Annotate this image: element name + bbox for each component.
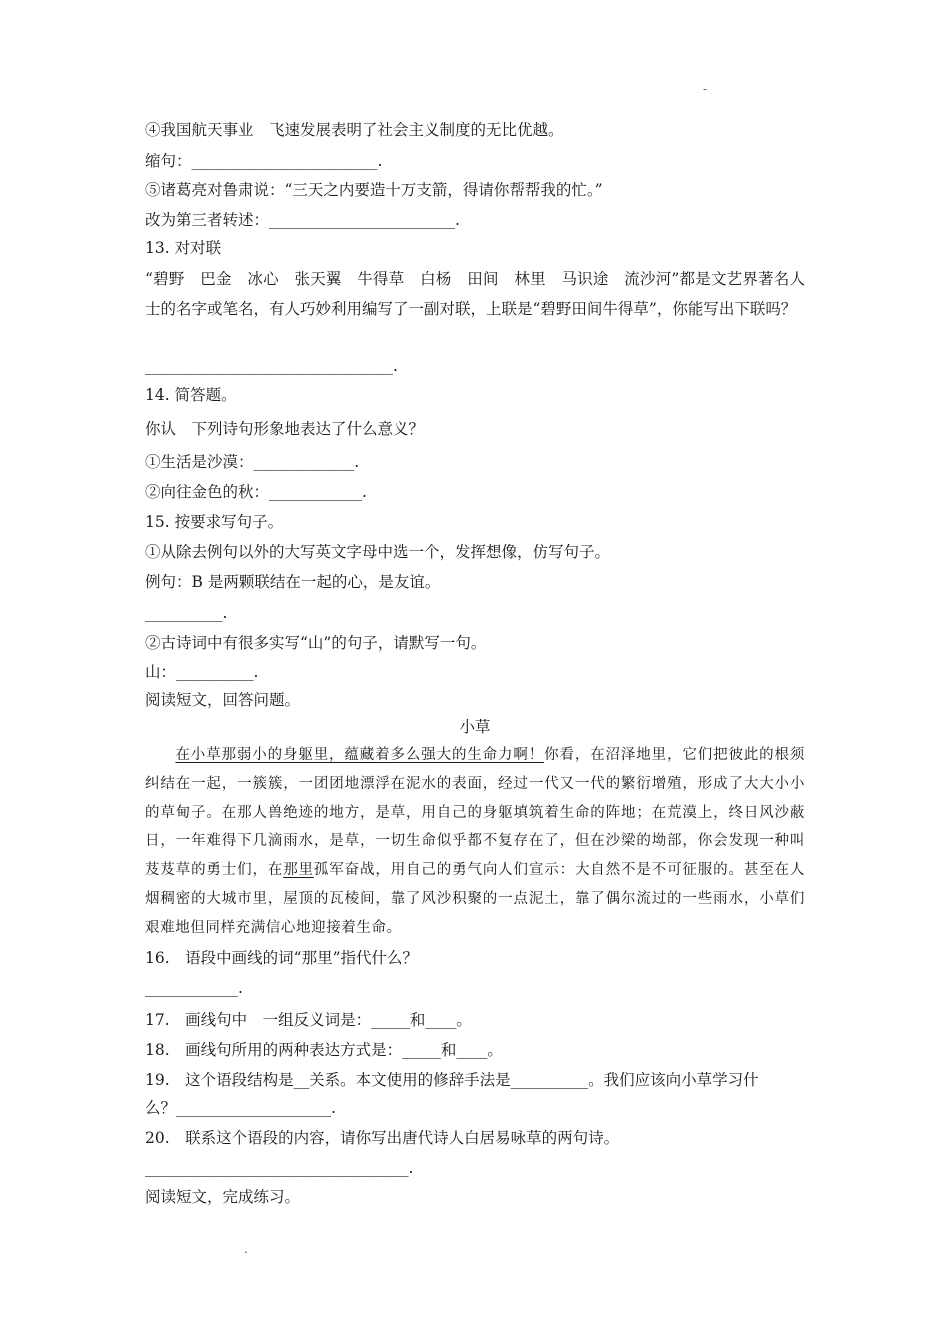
reading-intro-2: 阅读短文，完成练习。 [145,1188,301,1206]
passage-body [145,741,805,943]
q19-question-line-1: 19. 这个语段结构是__关系。本文使用的修辞手法是__________。我们应该向小草学习什 [145,1071,759,1089]
passage-part-1: 你看，在沼泽地里，它们把彼此的根须纠结在一起，一簇簇，一团团地漂浮在泥水的表面，经过一代又一代的繁衍增殖，形成了大大小小的草甸子。在那人兽绝迹的地方，是草，用自己的身躯填筑着生命的阵地；在荒漠上，终日风沙蔽日，一年难得下几滴雨水，是草，一切生命似乎都不复存在了，但在沙梁的坳部，你会发现一种叫芨芨草的勇士们，在 [145,747,805,879]
q14-item-1: ①生活是沙漠：_____________. [145,453,360,471]
q15-item-1-answer: __________. [145,604,228,622]
q15-item-1: ①从除去例句以外的大写英文字母中选一个，发挥想像，仿写句子。 [145,543,611,561]
q16-answer: ____________. [145,979,243,997]
underlined-sentence: 在小草那弱小的身躯里，蕴藏着多么强大的生命力啊！ [175,747,545,763]
q20-question: 20. 联系这个语段的内容，请你写出唐代诗人白居易咏草的两句诗。 [145,1129,620,1147]
q12-5-sentence: ⑤诸葛亮对鲁肃说：“三天之内要造十万支箭，得请你帮帮我的忙。” [145,181,603,199]
header-mark: - [703,82,708,96]
q13-body [145,264,805,324]
q18-question: 18. 画线句所用的两种表达方式是：_____和____。 [145,1041,503,1059]
q15-title: 15. 按要求写句子。 [145,513,284,531]
passage-title: 小草 [459,718,491,736]
q17-question: 17. 画线句中 一组反义词是：_____和____。 [145,1011,472,1029]
q14-prompt: 你认 下列诗句形象地表达了什么意义？ [145,420,425,438]
underlined-word: 那里 [283,862,314,879]
passage-part-2: 孤军奋战，用自己的勇气向人们宣示：大自然不是不可征服的。甚至在人烟稠密的大城市里，屋顶的瓦棱间，靠了风沙积聚的一点泥土，靠了偶尔流过的一些雨水，小草们艰难地但同样充满信心地迎接着生命。 [145,862,806,936]
q19-question-line-2: 么？____________________. [145,1099,336,1117]
q15-example: 例句：B 是两颗联结在一起的心，是友谊。 [145,573,441,591]
q12-4-sentence: ④我国航天事业 飞速发展表明了社会主义制度的无比优越。 [145,121,564,139]
q13-answer: ________________________________. [145,357,398,375]
reading-intro-1: 阅读短文，回答问题。 [145,691,301,709]
q13-title: 13. 对对联 [145,239,222,257]
q12-5-answer: 改为第三者转述：________________________. [145,211,460,229]
q20-answer: __________________________________. [145,1159,414,1177]
q15-item-2-answer: 山：__________. [145,663,259,681]
q14-item-2: ②向往金色的秋：____________. [145,483,367,501]
q14-title: 14. 简答题。 [145,386,237,404]
q16-question: 16. 语段中画线的词“那里”指代什么？ [145,949,418,967]
q13-body-text: “碧野 巴金 冰心 张天翼 牛得草 白杨 田间 林里 马识途 流沙河”都是文艺界著名人士的名字或笔名，有人巧妙利用编写了一副对联，上联是“碧野田间牛得草”，你能写出下联吗？ [145,270,805,318]
q12-4-answer: 缩句：________________________. [145,152,383,170]
footer-mark: . [244,1242,248,1256]
q15-item-2: ②古诗词中有很多实写“山”的句子，请默写一句。 [145,634,487,652]
